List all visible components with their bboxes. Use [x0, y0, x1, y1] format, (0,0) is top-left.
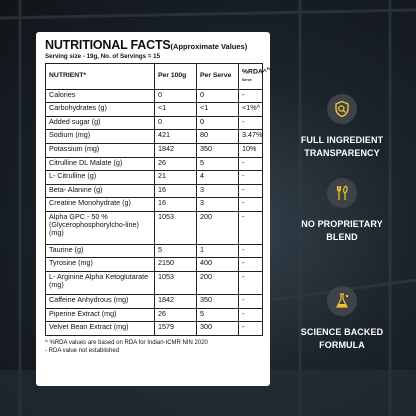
per-serve-cell: 3	[197, 184, 239, 198]
per100-cell: 16	[155, 198, 197, 212]
per-serve-cell: 300	[197, 322, 239, 336]
footnote-rda-basis: ^ %RDA values are based on RDA for Indian-ICMR NIN 2020	[45, 339, 208, 346]
per100-cell: 0	[155, 116, 197, 130]
title-sub: (Approximate Values)	[170, 42, 248, 51]
nutrient-cell: L- Citrulline (g)	[46, 171, 155, 185]
per-serve-cell: 0	[197, 89, 239, 103]
per-serve-cell: 80	[197, 130, 239, 144]
table-header-row	[46, 64, 263, 90]
rda-cell: -	[239, 116, 263, 130]
per100-cell: 1842	[155, 295, 197, 309]
table-row	[46, 116, 263, 130]
per100-cell: 26	[155, 308, 197, 322]
per-serve-cell: 200	[197, 272, 239, 295]
per100-cell: 2150	[155, 258, 197, 272]
feature-line1: SCIENCE BACKED	[300, 327, 384, 337]
feature-line2: BLEND	[326, 232, 358, 242]
per-serve-cell: 400	[197, 258, 239, 272]
table-row	[46, 308, 263, 322]
table-row	[46, 184, 263, 198]
header-per100: Per 100g	[155, 64, 197, 90]
per-serve-cell: 5	[197, 308, 239, 322]
nutrient-cell: Beta- Alanine (g)	[46, 184, 155, 198]
nutrient-cell: Calories	[46, 89, 155, 103]
table-row	[46, 258, 263, 272]
feature-label	[277, 326, 407, 352]
shield-magnifier-icon	[327, 94, 357, 124]
per100-cell: 1053	[155, 211, 197, 244]
header-nutrient: NUTRIENT*	[46, 64, 155, 90]
table-row	[46, 272, 263, 295]
table-row	[46, 143, 263, 157]
title-main: NUTRITIONAL FACTS	[45, 38, 171, 52]
rda-cell: -	[239, 184, 263, 198]
table-row	[46, 103, 263, 117]
rda-cell: 3.47%	[239, 130, 263, 144]
feature-line1: FULL INGREDIENT	[300, 135, 384, 145]
nutrient-cell: Taurine (g)	[46, 244, 155, 258]
nutrient-cell: Potassium (mg)	[46, 143, 155, 157]
per100-cell: 16	[155, 184, 197, 198]
table-row	[46, 89, 263, 103]
rda-cell: <1%^	[239, 103, 263, 117]
footnote-rda-not-established: - RDA value not established	[45, 348, 120, 355]
feature-no-proprietary-blend	[277, 178, 407, 244]
nutrient-cell: Citrulline DL Malate (g)	[46, 157, 155, 171]
header-rda-sup: Per Serve	[242, 67, 273, 83]
table-row	[46, 130, 263, 144]
table-row	[46, 322, 263, 336]
per100-cell: 5	[155, 244, 197, 258]
feature-line2: FORMULA	[319, 340, 365, 350]
rda-cell: -	[239, 89, 263, 103]
table-row	[46, 198, 263, 212]
per-serve-cell: 5	[197, 157, 239, 171]
panel-title	[45, 38, 262, 52]
feature-science-backed	[277, 286, 407, 352]
feature-ingredient-transparency	[277, 94, 407, 160]
per-serve-cell: 350	[197, 295, 239, 309]
rda-cell: -	[239, 244, 263, 258]
per100-cell: 1579	[155, 322, 197, 336]
footnotes	[45, 339, 262, 356]
per-serve-cell: 3	[197, 198, 239, 212]
header-rda	[239, 64, 273, 90]
nutrient-cell: Sodium (mg)	[46, 130, 155, 144]
per-serve-cell: 0	[197, 116, 239, 130]
lab-flask-icon	[327, 286, 357, 316]
table-row	[46, 171, 263, 185]
nutrient-cell: Carbohydrates (g)	[46, 103, 155, 117]
leaf-fork-icon	[327, 178, 357, 208]
nutrition-facts-panel	[36, 32, 273, 386]
rda-cell: -	[239, 308, 263, 322]
table-row	[46, 295, 263, 309]
feature-line1: NO PROPRIETARY	[301, 219, 383, 229]
rda-cell: -	[239, 198, 263, 212]
per100-cell: 26	[155, 157, 197, 171]
rda-cell: -	[239, 171, 263, 185]
rda-cell: -	[239, 295, 263, 309]
serving-info: Serving size - 19g, No. of Servings = 15	[45, 53, 161, 60]
feature-line2: TRANSPARENCY	[304, 148, 380, 158]
feature-label	[277, 134, 407, 160]
nutrient-cell: Alpha GPC - 50 % (Glycerophosphorylcho-line) (mg)	[46, 211, 155, 244]
per100-cell: 21	[155, 171, 197, 185]
per-serve-cell: <1	[197, 103, 239, 117]
per100-cell: <1	[155, 103, 197, 117]
per100-cell: 0	[155, 89, 197, 103]
nutrition-table	[45, 63, 273, 336]
nutrient-cell: Creatine Monohydrate (g)	[46, 198, 155, 212]
rda-cell: -	[239, 322, 263, 336]
rda-cell: -	[239, 272, 263, 295]
per100-cell: 1842	[155, 143, 197, 157]
header-per-serve: Per Serve	[197, 64, 239, 90]
header-rda-label: %RDA^	[242, 68, 267, 76]
feature-label	[277, 218, 407, 244]
rda-cell: -	[239, 258, 263, 272]
per-serve-cell: 200	[197, 211, 239, 244]
nutrient-cell: Velvet Bean Extract (mg)	[46, 322, 155, 336]
per-serve-cell: 1	[197, 244, 239, 258]
per100-cell: 1053	[155, 272, 197, 295]
nutrient-cell: Caffeine Anhydrous (mg)	[46, 295, 155, 309]
rda-cell: -	[239, 211, 263, 244]
rda-cell: -	[239, 157, 263, 171]
table-row	[46, 211, 263, 244]
per-serve-cell: 4	[197, 171, 239, 185]
table-row	[46, 244, 263, 258]
rda-cell: 10%	[239, 143, 263, 157]
table-row	[46, 157, 263, 171]
table-body	[46, 89, 263, 335]
nutrient-cell: Tyrosine (mg)	[46, 258, 155, 272]
nutrient-cell: L- Arginine Alpha Ketoglutarate (mg)	[46, 272, 155, 295]
nutrient-cell: Added sugar (g)	[46, 116, 155, 130]
per-serve-cell: 350	[197, 143, 239, 157]
per100-cell: 421	[155, 130, 197, 144]
nutrient-cell: Piperine Extract (mg)	[46, 308, 155, 322]
